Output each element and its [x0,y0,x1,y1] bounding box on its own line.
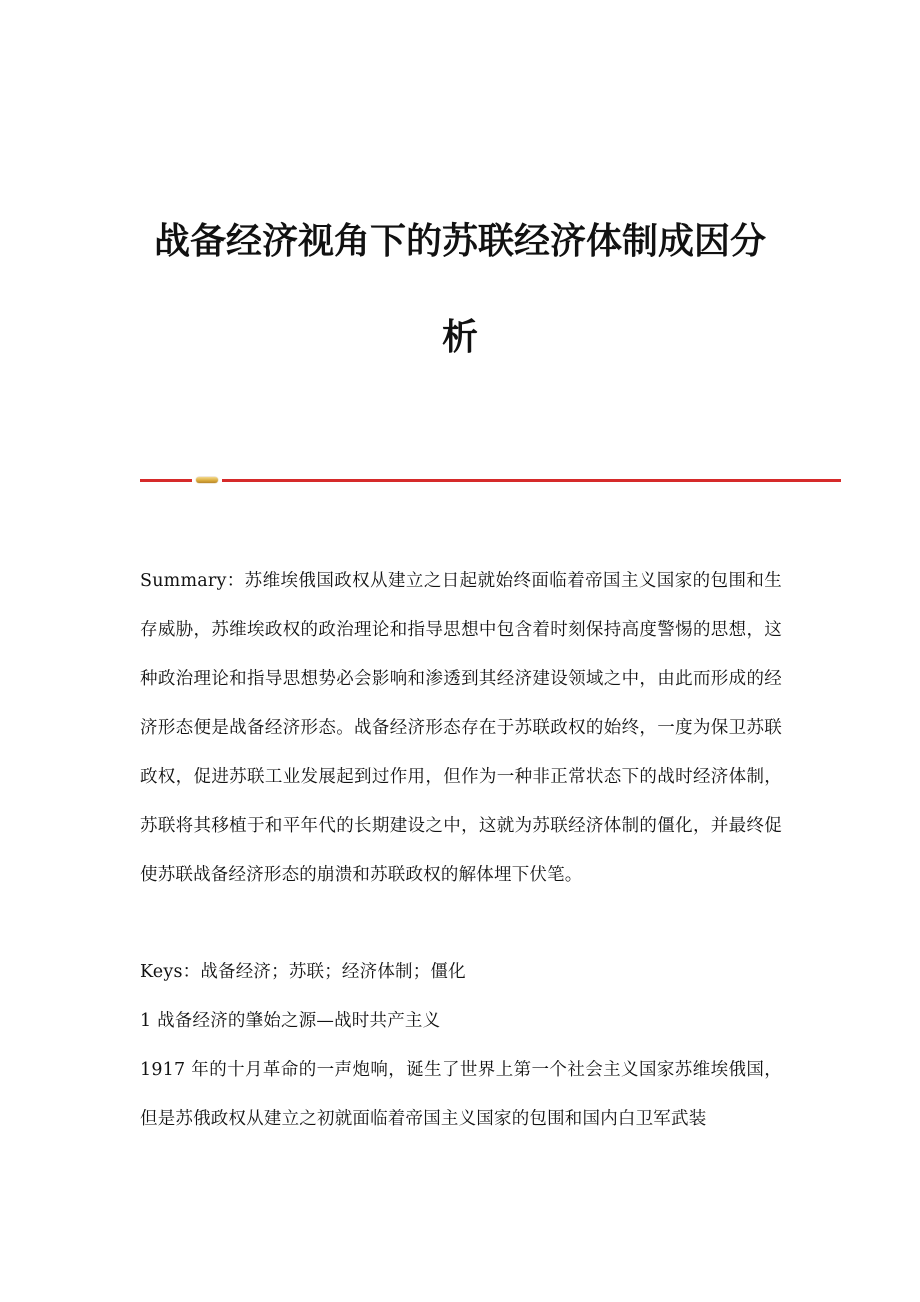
summary-paragraph: Summary：苏维埃俄国政权从建立之日起就始终面临着帝国主义国家的包围和生存威胁，苏维埃政权的政治理论和指导思想中包含着时刻保持高度警惕的思想，这种政治理论和指导思想势必会影响和渗透到其经济建设领域之中，由此而形成的经济形态便是战备经济形态。战备经济形态存在于苏联政权的始终，一度为保卫苏联政权，促进苏联工业发展起到过作用，但作为一种非正常状态下的战时经济体制，苏联将其移植于和平年代的长期建设之中，这就为苏联经济体制的僵化，并最终促使苏联战备经济形态的崩溃和苏联政权的解体埋下伏笔。 [140,571,782,885]
divider-ornament-icon [196,477,218,483]
divider-bar-left [140,479,192,482]
section-heading: 1 战备经济的肇始之源—战时共产主义 [140,1011,441,1031]
title-divider [140,476,841,484]
divider-bar-right [222,479,841,482]
document-title-line-2: 析 [441,317,478,358]
document-title-line-1: 战备经济视角下的苏联经济体制成因分 [153,221,766,262]
body-paragraph: 1917 年的十月革命的一声炮响，诞生了世界上第一个社会主义国家苏维埃俄国，但是苏俄政权从建立之初就面临着帝国主义国家的包围和国内白卫军武装 [140,1060,782,1129]
keywords-line: Keys：战备经济；苏联；经济体制；僵化 [140,962,466,982]
